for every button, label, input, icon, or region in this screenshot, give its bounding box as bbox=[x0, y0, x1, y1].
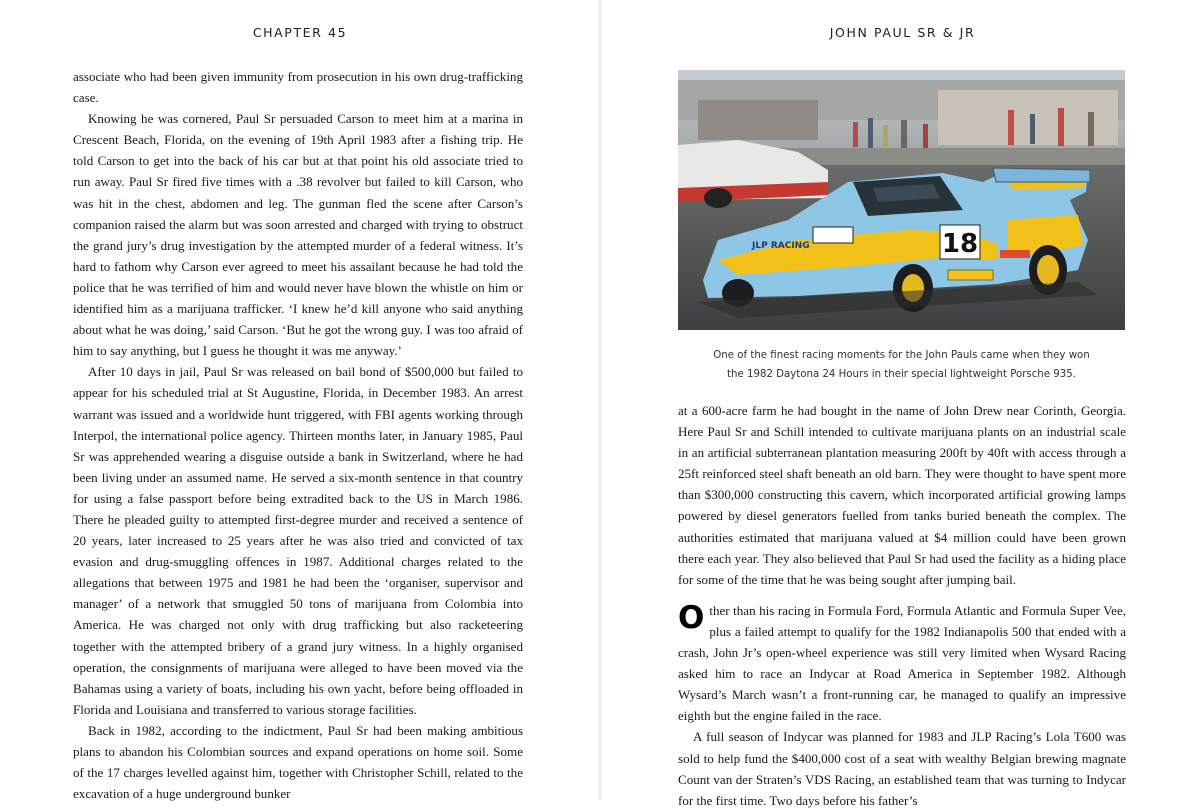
page-gutter bbox=[598, 0, 602, 800]
drop-cap: O bbox=[678, 599, 705, 636]
section-opening-paragraph bbox=[678, 600, 1126, 727]
caption-line: One of the finest racing moments for the John Pauls came when they won bbox=[713, 350, 1090, 361]
right-paragraph: A full season of Indycar was planned for 1983 and JLP Racing’s Lola T600 was sold to help fund the $400,000 cost of a seat with wealthy Belgian brewing magnate Count van der Straten’s VDS Racing, an established team that was turning to Indycar for the first time. Two days before his father’s bbox=[678, 729, 1126, 808]
left-text-column bbox=[73, 66, 523, 800]
right-text-column bbox=[678, 400, 1126, 808]
left-paragraph: Back in 1982, according to the indictment, Paul Sr had been making ambitious plans to abandon his Colombian sources and expand operations on home soil. Some of the 17 charges levelled against him, together with Christopher Schill, related to the excavation of a huge underground bunker bbox=[73, 722, 523, 802]
caption-line: the 1982 Daytona 24 Hours in their special lightweight Porsche 935. bbox=[727, 369, 1076, 380]
left-running-head: CHAPTER 45 bbox=[252, 25, 348, 40]
left-paragraph: After 10 days in jail, Paul Sr was released on bail bond of $500,000 but failed to appear for his scheduled trial at St Augustine, Florida, in December 1983. An arrest warrant was issued and a worldwide hunt triggered, with FBI agents working through Interpol, the international police agency. Thirteen months later, in January 1985, Paul Sr was apprehended wearing a disguise outside a bank in Switzerland, where he had been living under an assumed name. He served a six-month sentence in that country for using a false passport before being extradited back to the US in March 1986. There he pleaded guilty to attempted first-degree murder and received a sentence of 20 years, later increased to 25 years after he was also tried and convicted of tax evasion and drug-smuggling offences in 1987. Additional charges related to the allegations that between 1975 and 1981 he had been the ‘organiser, supervisor and manager’ of a network that smuggled 50 tons of marijuana from Colombia into America. He was charged not only with drug trafficking but also racketeering together with the attempted bribery of a grand jury witness. In a highly organised operation, the consignments of marijuana were alleged to have been moved via the Bahamas using a variety of boats, including his own yacht, before being offloaded in Florida and Louisiana and transferred to various storage facilities. bbox=[73, 364, 523, 717]
left-paragraph: Knowing he was cornered, Paul Sr persuaded Carson to meet him at a marina in Crescent Beach, Florida, on the evening of 19th April 1983 after a fishing trip. He told Carson to get into the back of his car but at that point his old associate tried to run away. Paul Sr fired five times with a .38 revolver but failed to kill Carson, who was hit in the chest, abdomen and leg. The gunman fled the scene after Carson’s companion raised the alarm but was soon arrested and charged with trying to obstruct the grand jury’s drug investigation by the attempted murder of a federal witness. It’s hard to fathom why Carson ever agreed to meet his assailant because he had told the police that he was terrified of him and would never have blown the whistle on him or identified him as a marijuana trafficker. ‘I knew he’d kill anyone who said anything about what he was doing,’ said Carson. ‘But he got the wrong guy. I was too afraid of him to say anything, but I guess he thought it was me anyway.’ bbox=[73, 111, 523, 359]
car-number: 18 bbox=[941, 229, 979, 259]
car-lettering: JLP RACING bbox=[752, 241, 810, 251]
right-paragraph: at a 600-acre farm he had bought in the name of John Drew near Corinth, Georgia. Here Paul Sr and Schill intended to cultivate marijuana plants on an industrial scale in an artificial subterranean plantation measuring 200ft by 40ft with access through a 25ft reinforced steel shaft beneath an old barn. They were thought to have spent more than $300,000 constructing this cavern, which incorporated artificial growing lamps powered by diesel generators fuelled from tanks buried beneath the complex. The authorities estimated that marijuana valued at $4 million could have been grown there each year. They also believed that Paul Sr had used the facility as a hiding place for some of the time that he was being sought after jumping bail. bbox=[678, 403, 1126, 587]
right-running-head: JOHN PAUL SR & JR bbox=[829, 25, 976, 40]
photo-caption bbox=[678, 346, 1125, 384]
left-paragraph: associate who had been given immunity from prosecution in his own drug-trafficking case. bbox=[73, 69, 523, 106]
race-car-photo bbox=[678, 70, 1125, 330]
section-first-paragraph: ther than his racing in Formula Ford, Formula Atlantic and Formula Super Vee, plus a failed attempt to qualify for the 1982 Indianapolis 500 that ended with a crash, John Jr’s open-wheel experience was still very limited when Wysard Racing asked him to race an Indycar at Road America in September 1982. Although Wysard’s March wasn’t a front-running car, he managed to qualify an impressive eighth but the engine failed in the race. bbox=[678, 602, 1126, 724]
